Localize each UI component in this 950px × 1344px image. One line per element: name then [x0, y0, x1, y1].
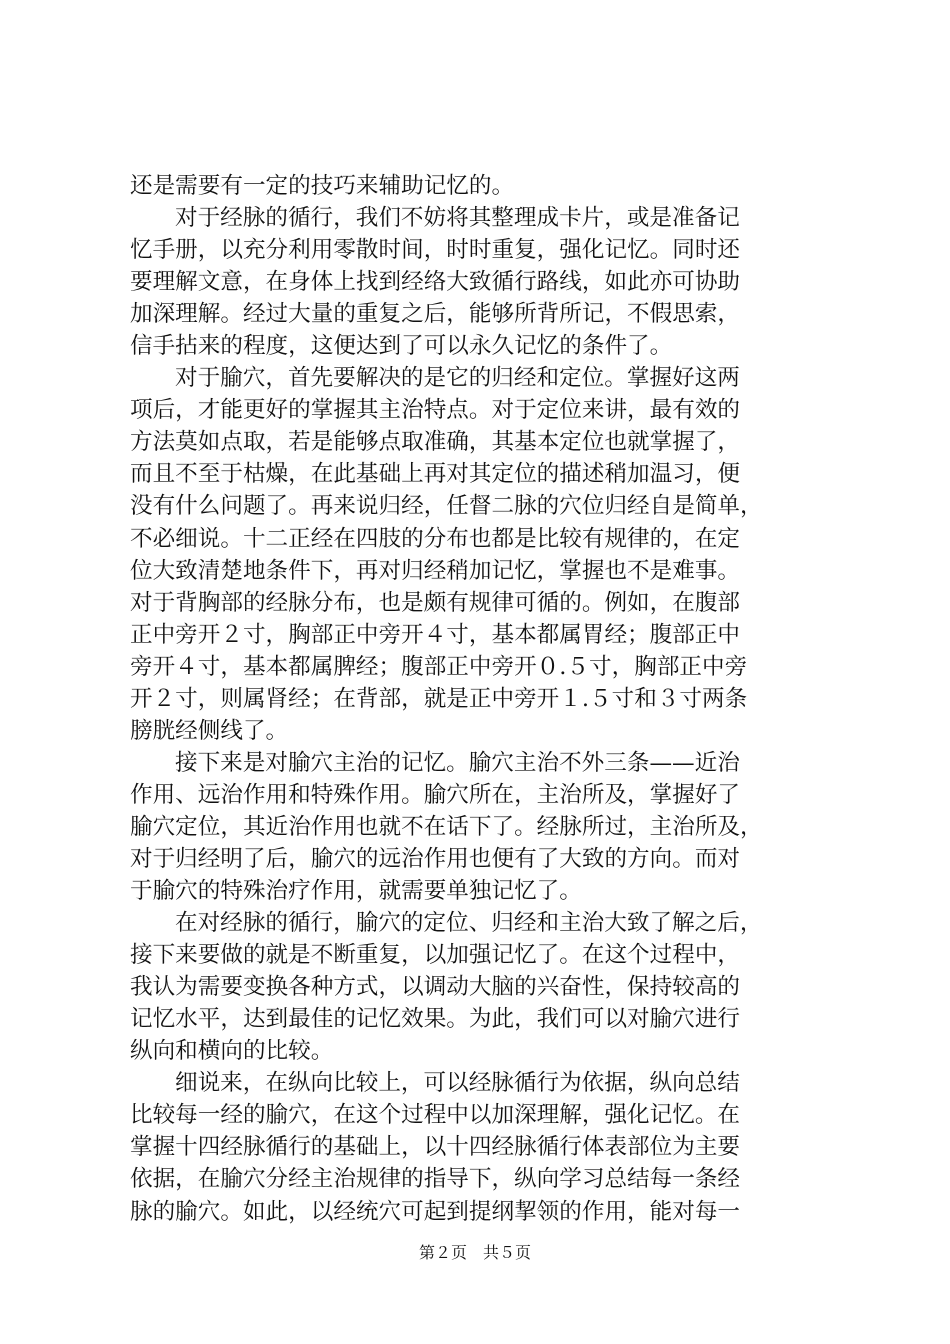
text-line: 掌握十四经脉循行的基础上，以十四经脉循行体表部位为主要: [130, 1134, 741, 1161]
text-line: 对于经脉的循行，我们不妨将其整理成卡片，或是准备记: [175, 205, 740, 232]
text-line: 不必细说。十二正经在四肢的分布也都是比较有规律的，在定: [130, 525, 741, 552]
page-footer: 第２页 共５页: [418, 1243, 531, 1262]
text-line: 方法莫如点取，若是能够点取准确，其基本定位也就掌握了，: [130, 429, 741, 456]
text-line: 膀胱经侧线了。: [130, 717, 289, 744]
text-line: 我认为需要变换各种方式，以调动大脑的兴奋性，保持较高的: [130, 974, 741, 1001]
text-line: 没有什么问题了。再来说归经，任督二脉的穴位归经自是简单，: [130, 493, 763, 520]
text-line: 细说来，在纵向比较上，可以经脉循行为依据，纵向总结: [175, 1070, 740, 1097]
text-line: 于腧穴的特殊治疗作用，就需要单独记忆了。: [130, 878, 582, 905]
text-line: 记忆水平，达到最佳的记忆效果。为此，我们可以对腧穴进行: [130, 1006, 741, 1033]
text-line: 旁开４寸，基本都属脾经；腹部正中旁开０.５寸，胸部正中旁: [130, 653, 748, 680]
text-line: 信手拈来的程度，这便达到了可以永久记忆的条件了。: [130, 333, 673, 360]
text-line: 对于归经明了后，腧穴的远治作用也便有了大致的方向。而对: [130, 845, 741, 872]
text-line: 对于腧穴，首先要解决的是它的归经和定位。掌握好这两: [175, 365, 740, 392]
text-line: 加深理解。经过大量的重复之后，能够所背所记，不假思索，: [130, 301, 741, 328]
body-text: [130, 170, 830, 1228]
text-line: 比较每一经的腧穴，在这个过程中以加深理解，强化记忆。在: [130, 1102, 741, 1129]
text-line: 还是需要有一定的技巧来辅助记忆的。: [130, 173, 515, 199]
text-line: 项后，才能更好的掌握其主治特点。对于定位来讲，最有效的: [130, 397, 741, 424]
text-line: 在对经脉的循行，腧穴的定位、归经和主治大致了解之后，: [175, 910, 763, 937]
text-line: 接下来要做的就是不断重复，以加强记忆了。在这个过程中，: [130, 942, 741, 969]
text-line: 接下来是对腧穴主治的记忆。腧穴主治不外三条——近治: [175, 749, 740, 776]
text-line: 依据，在腧穴分经主治规律的指导下，纵向学习总结每一条经: [130, 1166, 741, 1193]
text-line: 要理解文意，在身体上找到经络大致循行路线，如此亦可协助: [130, 269, 741, 296]
text-line: 纵向和横向的比较。: [130, 1038, 334, 1065]
text-line: 忆手册，以充分利用零散时间，时时重复，强化记忆。同时还: [130, 237, 741, 264]
text-line: 作用、远治作用和特殊作用。腧穴所在，主治所及，掌握好了: [130, 781, 741, 808]
text-line: 脉的腧穴。如此，以经统穴可起到提纲挈领的作用，能对每一: [130, 1198, 741, 1225]
text-line: 开２寸，则属肾经；在背部，就是正中旁开１.５寸和３寸两条: [130, 685, 748, 712]
text-line: 对于背胸部的经脉分布，也是颇有规律可循的。例如，在腹部: [130, 589, 741, 616]
text-line: 而且不至于枯燥，在此基础上再对其定位的描述稍加温习，便: [130, 461, 741, 488]
text-line: 腧穴定位，其近治作用也就不在话下了。经脉所过，主治所及，: [130, 813, 763, 840]
text-line: 正中旁开２寸，胸部正中旁开４寸，基本都属胃经；腹部正中: [130, 621, 741, 648]
text-line: 位大致清楚地条件下，再对归经稍加记忆，掌握也不是难事。: [130, 557, 741, 584]
